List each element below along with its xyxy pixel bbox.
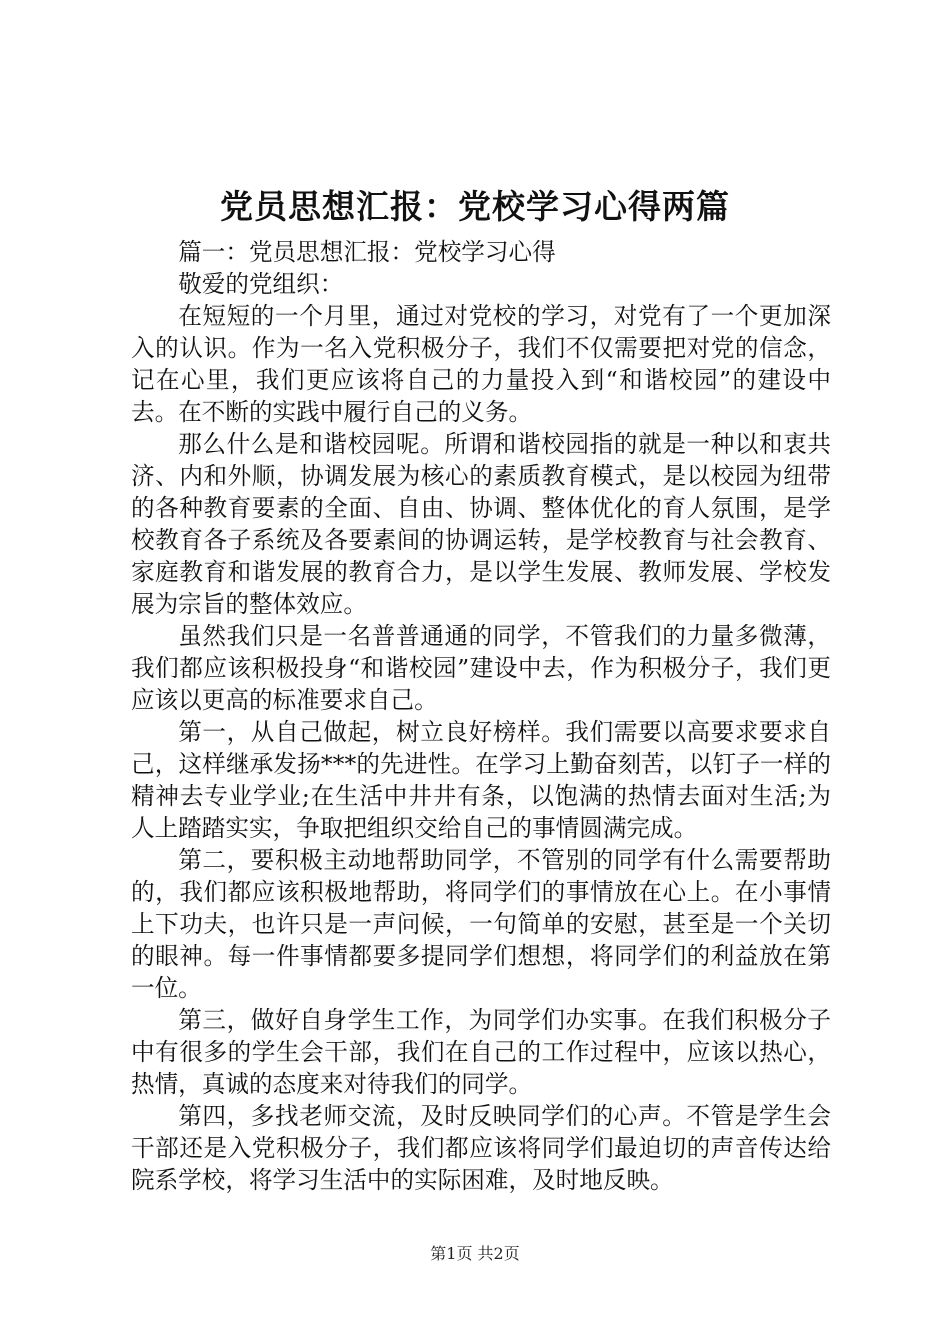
paragraph: 第三，做好自身学生工作，为同学们办实事。在我们积极分子中有很多的学生会干部，我们在自己的工作过程中，应该以热心，热情，真诚的态度来对待我们的同学。 xyxy=(131,1006,831,1098)
document-body xyxy=(131,236,831,1196)
document-title: 党员思想汇报：党校学习心得两篇 xyxy=(220,187,730,226)
paragraph: 第二，要积极主动地帮助同学，不管别的同学有什么需要帮助的，我们都应该积极地帮助，将同学们的事情放在心上。在小事情上下功夫，也许只是一声问候，一句简单的安慰，甚至是一个关切的眼神。每一件事情都要多提同学们想想，将同学们的利益放在第一位。 xyxy=(131,846,831,1002)
salutation: 敬爱的党组织： xyxy=(178,270,344,298)
paragraph: 虽然我们只是一名普普通通的同学，不管我们的力量多微薄，我们都应该积极投身“和谐校园”建设中去，作为积极分子，我们更应该以更高的标准要求自己。 xyxy=(131,622,831,714)
paragraph: 第一，从自己做起，树立良好榜样。我们需要以高要求要求自己，这样继承发扬***的先进性。在学习上勤奋刻苦，以钉子一样的精神去专业学业;在生活中井井有条，以饱满的热情去面对生活;为人上踏踏实实，争取把组织交给自己的事情圆满完成。 xyxy=(131,718,831,842)
page-footer: 第1页 共2页 xyxy=(430,1244,520,1263)
paragraph: 在短短的一个月里，通过对党校的学习，对党有了一个更加深入的认识。作为一名入党积极分子，我们不仅需要把对党的信念，记在心里，我们更应该将自己的力量投入到“和谐校园”的建设中去。在不断的实践中履行自己的义务。 xyxy=(131,302,831,426)
paragraph: 第四，多找老师交流，及时反映同学们的心声。不管是学生会干部还是入党积极分子，我们都应该将同学们最迫切的声音传达给院系学校，将学习生活中的实际困难，及时地反映。 xyxy=(131,1102,831,1194)
paragraph: 那么什么是和谐校园呢。所谓和谐校园指的就是一种以和衷共济、内和外顺，协调发展为核心的素质教育模式，是以校园为纽带的各种教育要素的全面、自由、协调、整体优化的育人氛围，是学校教育各子系统及各要素间的协调运转，是学校教育与社会教育、家庭教育和谐发展的教育合力，是以学生发展、教师发展、学校发展为宗旨的整体效应。 xyxy=(131,430,831,618)
section-heading: 篇一：党员思想汇报：党校学习心得 xyxy=(178,238,556,266)
